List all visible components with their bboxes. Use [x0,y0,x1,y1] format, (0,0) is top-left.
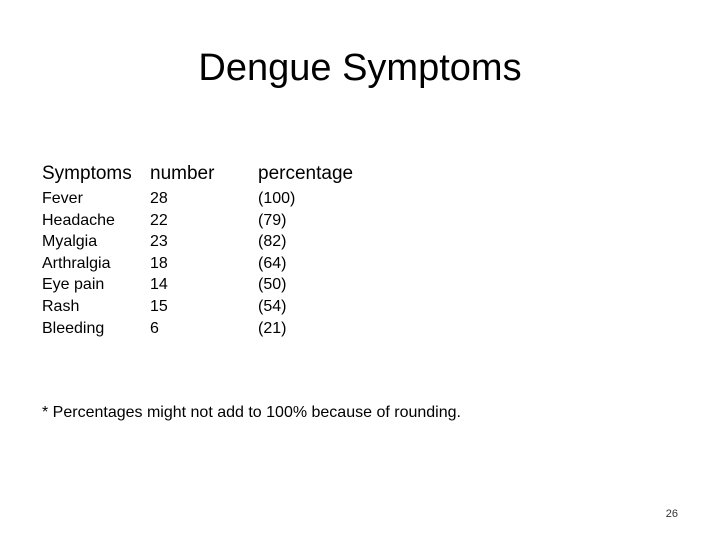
percentage-cell: (21) [258,319,287,337]
symptom-cell: Myalgia [42,233,98,251]
symptom-cell: Fever [42,190,83,207]
number-cell: 28 [150,190,168,207]
number-header: number [150,163,215,184]
symptoms-column [42,162,132,339]
number-cell: 6 [150,319,159,337]
percentage-cell: (54) [258,297,287,315]
percentage-cell: (79) [258,211,287,229]
percentage-column [258,162,353,339]
page-number: 26 [665,508,678,520]
symptom-cell: Rash [42,297,80,315]
percentage-cell: (64) [258,254,287,272]
number-cell: 14 [150,276,168,294]
number-cell: 18 [150,254,168,272]
symptom-cell: Arthralgia [42,254,111,272]
number-cell: 23 [150,233,168,251]
footnote: * Percentages might not add to 100% because of rounding. [42,404,461,421]
percentage-cell: (50) [258,276,287,294]
percentage-cell: (100) [258,190,296,207]
number-cell: 22 [150,211,168,229]
slide-title: Dengue Symptoms [198,47,522,89]
symptoms-header: Symptoms [42,163,132,184]
symptom-cell: Bleeding [42,319,105,337]
symptom-cell: Headache [42,211,115,229]
percentage-header: percentage [258,163,354,184]
percentage-cell: (82) [258,233,287,251]
number-column [150,162,214,339]
number-cell: 15 [150,297,168,315]
symptom-cell: Eye pain [42,276,105,294]
